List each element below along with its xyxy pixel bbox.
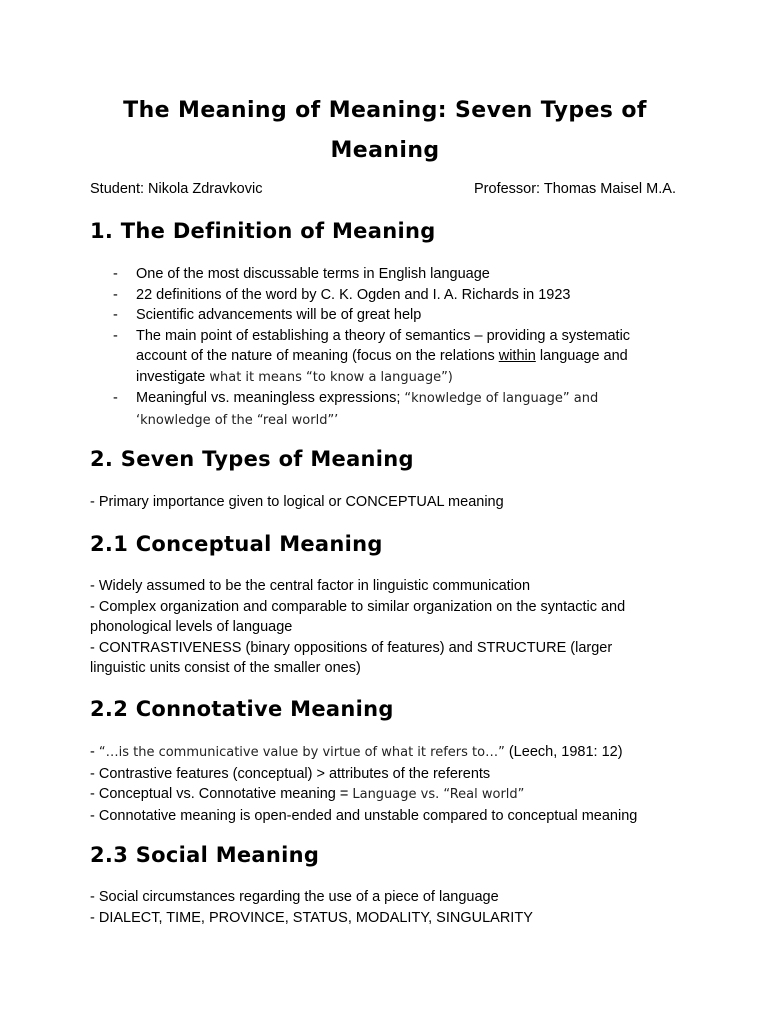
text-line: - Primary importance given to logical or CONCEPTUAL meaning: [90, 494, 504, 510]
social-text: [90, 887, 690, 928]
text-line: - Social circumstances regarding the use of a piece of language: [90, 889, 499, 905]
section-heading-seven-types: 2. Seven Types of Meaning: [90, 447, 414, 471]
definition-bullet-list: [113, 264, 673, 431]
section-heading-social: 2.3 Social Meaning: [90, 843, 320, 867]
list-item: - The main point of establishing a theory of semantics – providing a systematic account of the nature of meaning (focus on the relations within language and investigate what it means “to know a language”): [113, 327, 631, 385]
text-line: - Connotative meaning is open-ended and unstable compared to conceptual meaning: [90, 807, 638, 824]
text-line: - Conceptual vs. Connotative meaning = Language vs. “Real world”: [90, 786, 525, 802]
list-item: - Meaningful vs. meaningless expressions; “knowledge of language” and ‘knowledge of the “real world”’: [113, 390, 599, 428]
list-item: - 22 definitions of the word by C. K. Ogden and I. A. Richards in 1923: [113, 286, 571, 303]
text-line: - “…is the communicative value by virtue of what it refers to…” (Leech, 1981: 12): [90, 744, 623, 760]
text-line: - Complex organization and comparable to similar organization on the syntactic and phonological levels of language: [90, 598, 626, 635]
section-heading-connotative: 2.2 Connotative Meaning: [90, 697, 394, 721]
document-title: The Meaning of Meaning: Seven Types of Meaning: [123, 98, 647, 163]
student-name: Student: Nikola Zdravkovic: [90, 181, 263, 197]
text-line: - Widely assumed to be the central factor in linguistic communication: [90, 578, 531, 594]
list-item: - Scientific advancements will be of great help: [113, 307, 422, 323]
text-line: - Contrastive features (conceptual) > attributes of the referents: [90, 765, 491, 782]
section-heading-conceptual: 2.1 Conceptual Meaning: [90, 532, 383, 556]
professor-name: Professor: Thomas Maisel M.A.: [474, 181, 676, 197]
list-item: - One of the most discussable terms in English language: [113, 266, 490, 282]
text-line: - DIALECT, TIME, PROVINCE, STATUS, MODALITY, SINGULARITY: [90, 909, 533, 926]
conceptual-text: [90, 576, 660, 679]
section-heading-definition: 1. The Definition of Meaning: [90, 219, 436, 243]
seven-types-text: [90, 492, 690, 513]
connotative-text: [90, 742, 690, 826]
text-line: - CONTRASTIVENESS (binary oppositions of features) and STRUCTURE (larger linguistic units consist of the smaller ones): [90, 639, 613, 676]
